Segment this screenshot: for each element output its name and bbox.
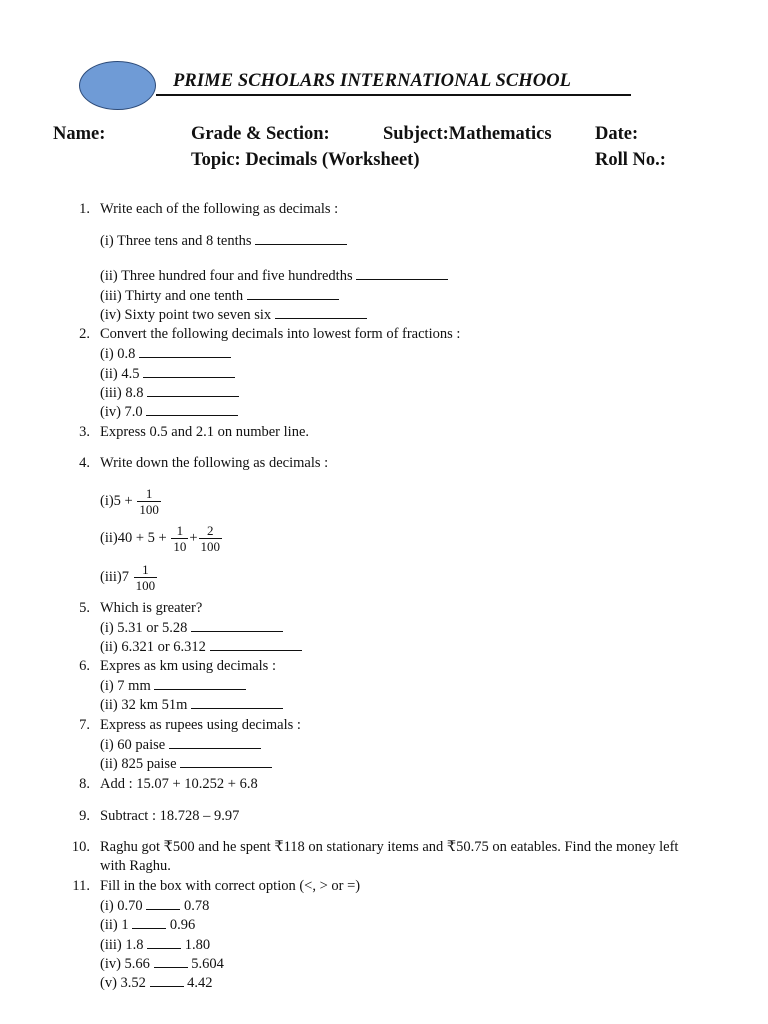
item-label: (iv) 7.0 [100, 404, 143, 420]
answer-item [100, 637, 302, 657]
comparison-item [100, 896, 209, 916]
question-text: Express as rupees using decimals : [100, 717, 301, 733]
denominator: 100 [139, 502, 159, 517]
item-label: (i) 5.31 or 5.28 [100, 620, 188, 636]
answer-blank[interactable] [180, 754, 272, 768]
roll-no-label: Roll No.: [595, 150, 666, 170]
item-label: (i) 0.70 [100, 898, 143, 914]
topic-label: Topic: Decimals (Worksheet) [191, 150, 420, 170]
answer-blank[interactable] [147, 383, 239, 397]
question-number: 11. [72, 878, 90, 894]
item-right-value: 0.96 [169, 917, 196, 933]
answer-item [100, 364, 235, 384]
question-number: 4. [79, 455, 90, 471]
item-label: (ii) 6.321 or 6.312 [100, 639, 206, 655]
answer-item [100, 676, 246, 696]
numerator: 2 [207, 523, 214, 538]
question-text: Fill in the box with correct option (<, > or =) [100, 878, 361, 894]
expression-prefix: (ii)40 + 5 + [100, 529, 167, 546]
answer-blank[interactable] [139, 344, 231, 358]
numerator: 1 [176, 523, 184, 538]
question-text: Expres as km using decimals : [100, 658, 276, 674]
denominator: 10 [173, 539, 187, 554]
numerator: 1 [145, 486, 153, 501]
question-text-line-1: Raghu got ₹500 and he spent ₹118 on stationary items and ₹50.75 on eatables. Find the money left [100, 839, 679, 855]
answer-blank[interactable] [154, 954, 188, 968]
answer-blank[interactable] [191, 618, 283, 632]
question-text: Which is greater? [100, 600, 203, 616]
answer-blank[interactable] [169, 735, 261, 749]
question-text: Convert the following decimals into lowest form of fractions : [100, 326, 461, 342]
header-rule [156, 94, 631, 96]
name-label: Name: [53, 124, 106, 144]
item-label: (ii) 32 km 51m [100, 697, 188, 713]
fraction [171, 523, 188, 554]
answer-item [100, 344, 231, 364]
answer-blank[interactable] [150, 973, 184, 987]
item-right-value: 1.80 [184, 937, 211, 953]
expression-iii [100, 562, 158, 593]
expression-ii [100, 523, 223, 554]
answer-item [100, 266, 448, 286]
question-number: 3. [79, 424, 90, 440]
question-number: 8. [79, 776, 90, 792]
answer-item [100, 383, 239, 403]
comparison-item [100, 973, 213, 993]
fraction [134, 562, 158, 593]
answer-blank[interactable] [143, 364, 235, 378]
item-right-value: 0.78 [183, 898, 210, 914]
fraction [137, 486, 161, 517]
answer-blank[interactable] [275, 305, 367, 319]
date-label: Date: [595, 124, 639, 144]
answer-item [100, 305, 367, 325]
answer-item [100, 231, 347, 251]
item-label: (i) Three tens and 8 tenths [100, 233, 252, 249]
plus-sign: + [189, 529, 198, 546]
item-label: (ii) 1 [100, 917, 129, 933]
item-label: (iii) 1.8 [100, 937, 144, 953]
answer-blank[interactable] [210, 637, 302, 651]
item-label: (ii) Three hundred four and five hundredths [100, 268, 353, 284]
question-text: Write each of the following as decimals : [100, 201, 339, 217]
item-label: (i) 60 paise [100, 737, 166, 753]
comparison-item [100, 915, 195, 935]
school-logo [79, 61, 156, 110]
comparison-item [100, 935, 210, 955]
answer-blank[interactable] [146, 402, 238, 416]
question-text: Subtract : 18.728 – 9.97 [100, 808, 240, 824]
answer-blank[interactable] [191, 695, 283, 709]
expression-prefix: (i)5 + [100, 492, 133, 509]
answer-blank[interactable] [132, 915, 166, 929]
denominator: 100 [200, 539, 221, 554]
answer-item [100, 754, 272, 774]
item-label: (i) 7 mm [100, 678, 151, 694]
item-label: (iii) 8.8 [100, 385, 144, 401]
answer-blank[interactable] [146, 896, 180, 910]
answer-item [100, 402, 238, 422]
fraction [199, 523, 223, 554]
item-right-value: 5.604 [191, 956, 224, 972]
question-text: Express 0.5 and 2.1 on number line. [100, 424, 310, 440]
expression-prefix: (iii)7 [100, 568, 129, 585]
school-name: PRIME SCHOLARS INTERNATIONAL SCHOOL [173, 71, 572, 91]
answer-item [100, 735, 261, 755]
item-label: (iii) Thirty and one tenth [100, 288, 244, 304]
answer-blank[interactable] [154, 676, 246, 690]
question-number: 7. [79, 717, 90, 733]
grade-section-label: Grade & Section: [191, 124, 330, 144]
comparison-item [100, 954, 224, 974]
question-text: Write down the following as decimals : [100, 455, 329, 471]
question-number: 6. [79, 658, 90, 674]
answer-blank[interactable] [255, 231, 347, 245]
question-number: 1. [79, 201, 90, 217]
question-number: 10. [71, 839, 90, 855]
item-right-value: 4.42 [187, 975, 213, 991]
item-label: (ii) 4.5 [100, 366, 140, 382]
item-label: (i) 0.8 [100, 346, 136, 362]
item-label: (iv) 5.66 [100, 956, 150, 972]
item-label: (iv) Sixty point two seven six [100, 307, 272, 323]
question-number: 9. [79, 808, 90, 824]
answer-item [100, 695, 283, 715]
answer-blank[interactable] [247, 286, 339, 300]
subject-label: Subject:Mathematics [383, 124, 552, 144]
item-label: (ii) 825 paise [100, 756, 177, 772]
numerator: 1 [142, 562, 149, 577]
answer-item [100, 618, 283, 638]
answer-blank[interactable] [356, 266, 448, 280]
answer-item [100, 286, 339, 306]
item-label: (v) 3.52 [100, 975, 146, 991]
question-text-line-2: with Raghu. [100, 858, 171, 874]
denominator: 100 [135, 578, 156, 593]
question-number: 2. [79, 326, 90, 342]
answer-blank[interactable] [147, 935, 181, 949]
expression-i [100, 486, 162, 517]
question-text: Add : 15.07 + 10.252 + 6.8 [100, 776, 258, 792]
question-number: 5. [79, 600, 90, 616]
